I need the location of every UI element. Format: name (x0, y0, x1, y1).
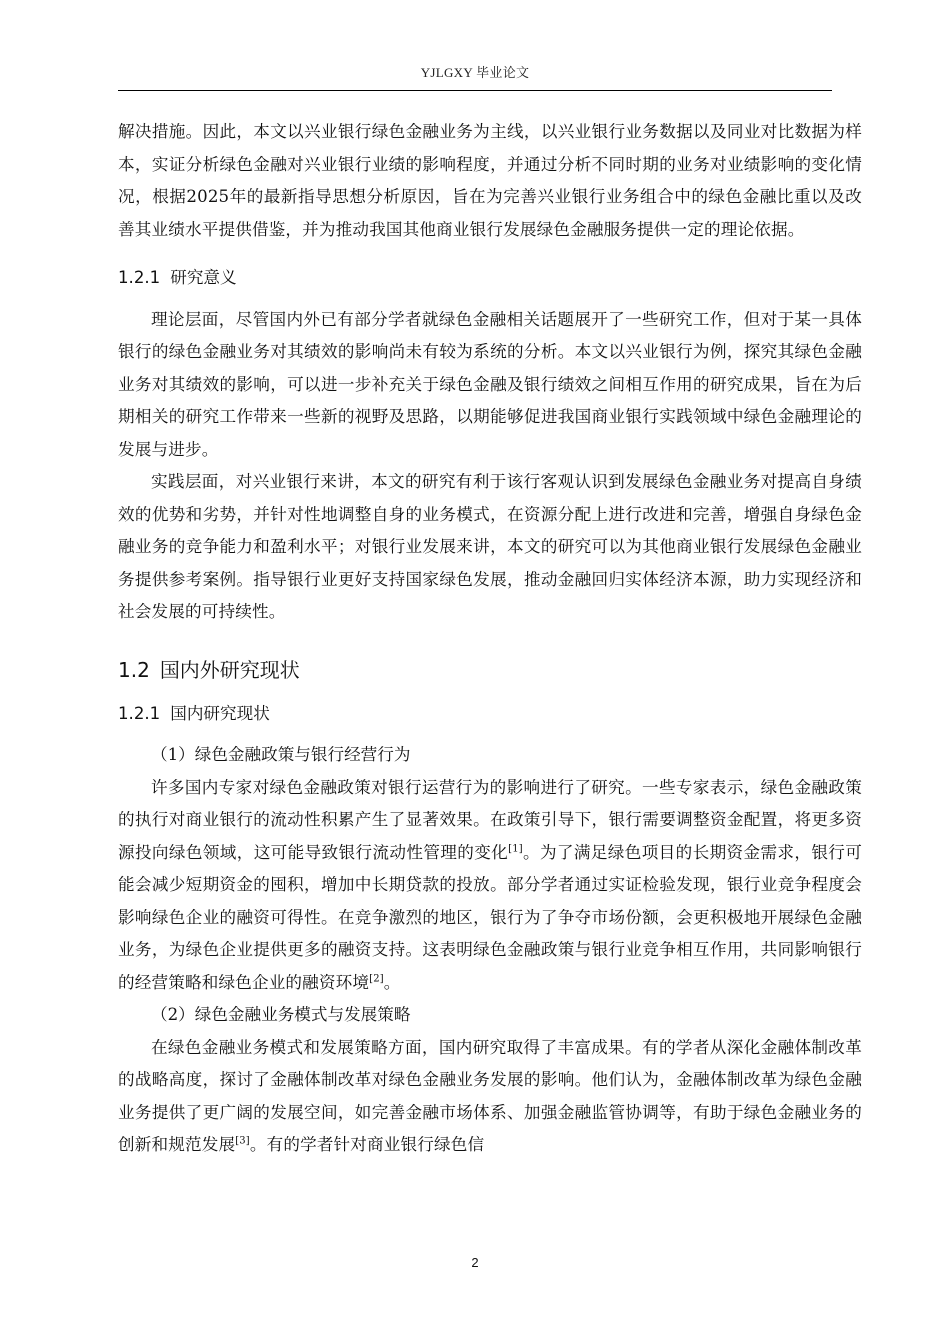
section-number: 1.2.1 (118, 703, 161, 723)
page-body (118, 116, 862, 1162)
subheading-policy-behavior: （1）绿色金融政策与银行经营行为 (151, 745, 411, 764)
page-number: 2 (471, 1255, 479, 1270)
text-run: 在绿色金融业务模式和发展策略方面，国内研究取得了丰富成果。有的学者从深化金融体制改革的战略高度，探讨了金融体制改革对绿色金融业务发展的影响。他们认为，金融体制改革为绿色金融业务提供了更广阔的发展空间，如完善金融市场体系、加强金融监管协调等，有助于绿色金融业务的创新和规范发展 (118, 1037, 862, 1154)
citation-ref[interactable]: [3] (235, 1135, 250, 1147)
intro-paragraph: 解决措施。因此，本文以兴业银行绿色金融业务为主线，以兴业银行业务数据以及同业对比数据为样本，实证分析绿色金融对兴业银行业绩的影响程度，并通过分析不同时期的业务对业绩影响的变化情况，根据2025年的最新指导思想分析原因，旨在为完善兴业银行业务组合中的绿色金融比重以及改善其业绩水平提供借鉴，并为推动我国其他商业银行发展绿色金融服务提供一定的理论依据。 (118, 122, 862, 239)
section-heading-research-significance (118, 262, 862, 295)
section-title: 国内研究现状 (170, 703, 270, 723)
text-run: 。 (383, 972, 401, 992)
business-model-paragraph (118, 1032, 862, 1162)
policy-paragraph (118, 772, 862, 1000)
section-number: 1.2 (118, 657, 150, 682)
section-number: 1.2.1 (118, 268, 161, 287)
section-heading-domestic-status (118, 698, 862, 731)
subheading-business-model: （2）绿色金融业务模式与发展策略 (151, 1005, 411, 1024)
page-header (118, 62, 832, 91)
citation-ref[interactable]: [1] (508, 842, 523, 854)
text-run: 。有的学者针对商业银行绿色信 (249, 1135, 485, 1154)
section-heading-research-status (118, 654, 862, 686)
citation-ref[interactable]: [2] (369, 972, 384, 984)
text-run: 许多国内专家对绿色金融政策对银行运营行为的影响进行了研究。一些专家表示，绿色金融政策的执行对商业银行的流动性积累产生了显著效果。在政策引导下，银行需要调整资金配置，将更多资源投向绿色领域，这可能导致银行流动性管理的变化 (118, 777, 862, 862)
practice-paragraph: 实践层面，对兴业银行来讲，本文的研究有利于该行客观认识到发展绿色金融业务对提高自身绩效的优势和劣势，并针对性地调整自身的业务模式，在资源分配上进行改进和完善，增强自身绿色金融业务的竞争能力和盈利水平；对银行业发展来讲，本文的研究可以为其他商业银行发展绿色金融业务提供参考案例。指导银行业更好支持国家绿色发展，推动金融回归实体经济本源，助力实现经济和社会发展的可持续性。 (118, 472, 862, 621)
theory-paragraph: 理论层面，尽管国内外已有部分学者就绿色金融相关话题展开了一些研究工作，但对于某一具体银行的绿色金融业务对其绩效的影响尚未有较为系统的分析。本文以兴业银行为例，探究其绿色金融业务对其绩效的影响，可以进一步补充关于绿色金融及银行绩效之间相互作用的研究成果，旨在为后期相关的研究工作带来一些新的视野及思路，以期能够促进我国商业银行实践领域中绿色金融理论的发展与进步。 (118, 309, 862, 459)
header-title: YJLGXY 毕业论文 (420, 65, 530, 80)
section-title: 国内外研究现状 (159, 657, 300, 682)
section-title: 研究意义 (170, 268, 237, 287)
text-run: 。为了满足绿色项目的长期资金需求，银行可能会减少短期资金的囤积，增加中长期贷款的投放。部分学者通过实证检验发现，银行业竞争程度会影响绿色企业的融资可得性。在竞争激烈的地区，银行为了争夺市场份额，会更积极地开展绿色金融业务，为绿色企业提供更多的融资支持。这表明绿色金融政策与银行业竞争相互作用，共同影响银行的经营策略和绿色企业的融资环境 (118, 842, 863, 992)
